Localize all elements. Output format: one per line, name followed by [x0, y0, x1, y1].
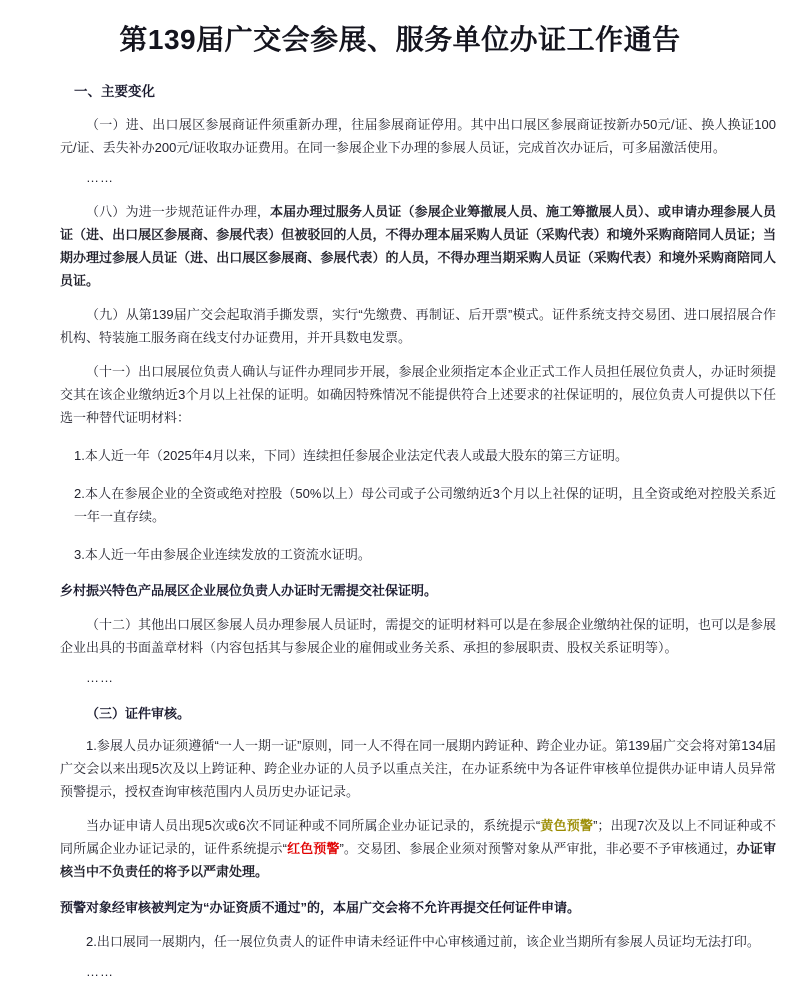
ellipsis-marker-2: ……: [86, 670, 114, 685]
certificate-audit-label: （三）: [86, 706, 126, 721]
audit-item-2: 2.出口展同一展期内，任一展位负责人的证件申请未经证件中心审核通过前，该企业当期所有参展人员证均无法打印。: [86, 934, 760, 949]
paragraph-eleven-label: （十一）: [86, 364, 139, 379]
paragraph-eight: [22, 200, 778, 292]
paragraph-nine-label: （九）: [86, 307, 126, 322]
paragraph-one: [22, 113, 778, 159]
rural-revitalization-note: 乡村振兴特色产品展区企业展位负责人办证时无需提交社保证明。: [60, 583, 438, 598]
audit-item-1: 1.参展人员办证须遵循“一人一期一证”原则，同一人不得在同一展期内跨证种、跨企业办证。第139届广交会将对第134届广交会以来出现5次及以上跨证种、跨企业办证的人员予以重点关注，在办证系统中为各证件审核单位提供办证申请人员异常预警提示，授权查询审核范围内人员历史办证记录。: [60, 738, 776, 799]
paragraph-nine-text: 从第139届广交会起取消手撕发票，实行“先缴费、再制证、后开票”模式。证件系统支持交易团、进口展招展合作机构、特装施工服务商在线支付办证费用，并开具数电发票。: [60, 307, 776, 345]
disqualification-note: 预警对象经审核被判定为“办证资质不通过”的，本届广交会将不允许再提交任何证件申请。: [60, 900, 581, 915]
page-title: 第139届广交会参展、服务单位办证工作通告: [119, 24, 681, 55]
red-warning-label: 红色预警: [286, 841, 340, 856]
paragraph-eight-label: （八）: [86, 204, 126, 219]
paragraph-eleven: [22, 360, 778, 429]
list-item-2: 2.本人在参展企业的全资或绝对控股（50%以上）母公司或子公司缴纳近3个月以上社保的证明，且全资或绝对控股关系近一年一直存续。: [74, 486, 776, 524]
paragraph-nine: [22, 303, 778, 349]
warning-text-part-3: ”。交易团、参展企业须对预警对象从严审批，非必要不予审核通过，: [339, 841, 737, 856]
paragraph-eight-bold: 本届办理过服务人员证（参展企业筹撤展人员、施工筹撤展人员）、或申请办理参展人员证（进、出口展区参展商、参展代表）但被驳回的人员，不得办理本届采购人员证（采购代表）和境外采购商陪同人员证；当期办理过参展人员证（进、出口展区参展商、参展代表）的人员，不得办理当期采购人员证（采购代表）和境外采购商陪同人员证。: [60, 204, 776, 288]
paragraph-eight-lead: 为进一步规范证件办理，: [125, 204, 271, 219]
list-item-1: 1.本人近一年（2025年4月以来，下同）连续担任参展企业法定代表人或最大股东的第三方证明。: [74, 448, 628, 463]
section-heading-main-changes: 一、主要变化: [74, 84, 155, 99]
ellipsis-marker-3: ……: [86, 964, 114, 979]
paragraph-twelve-label: （十二）: [86, 617, 139, 632]
paragraph-twelve: [22, 613, 778, 659]
section-heading-certificate-audit: [22, 702, 778, 725]
paragraph-one-label: （一）: [86, 117, 126, 132]
warning-levels-paragraph: [22, 814, 778, 883]
certificate-audit-title: 证件审核。: [125, 706, 191, 721]
warning-bold-tail: 办证审核当中不负责任的将予以严肃处理。: [60, 841, 776, 879]
paragraph-one-text: 进、出口展区参展商证件须重新办理，往届参展商证停用。其中出口展区参展商证按新办50元/证、换人换证100元/证、丢失补办200元/证收取办证费用。在同一参展企业下办理的参展人员证，完成首次办证后，可多届激活使用。: [60, 117, 776, 155]
paragraph-twelve-text: 其他出口展区参展人员办理参展人员证时，需提交的证明材料可以是在参展企业缴纳社保的证明，也可以是参展企业出具的书面盖章材料（内容包括其与参展企业的雇佣或业务关系、承担的参展职责、股权关系证明等）。: [60, 617, 776, 655]
warning-text-part-2: ”；出现7次及以上不同证种或不同所属企业办证记录的，证件系统提示“: [60, 818, 776, 856]
ellipsis-marker-1: ……: [86, 170, 114, 185]
paragraph-eleven-text: 出口展展位负责人确认与证件办理同步开展，参展企业须指定本企业正式工作人员担任展位负责人，办证时须提交其在该企业缴纳近3个月以上社保的证明。如确因特殊情况不能提供符合上述要求的社保证明的，展位负责人可提供以下任选一种替代证明材料：: [60, 364, 776, 425]
yellow-warning-label: 黄色预警: [540, 818, 594, 833]
warning-text-part-1: 当办证申请人员出现5次或6次不同证种或不同所属企业办证记录的，系统提示“: [86, 818, 541, 833]
list-item-3: 3.本人近一年由参展企业连续发放的工资流水证明。: [74, 547, 371, 562]
document-page: [0, 20, 800, 979]
